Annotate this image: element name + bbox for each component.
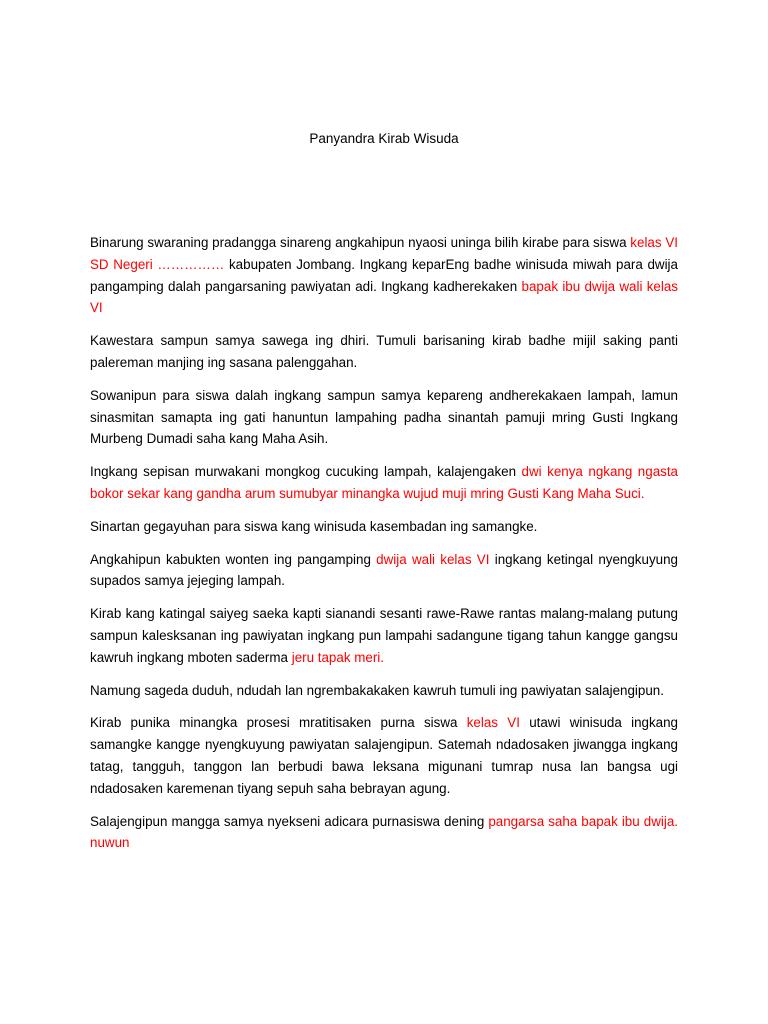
paragraph-text: kabupaten Jombang. Ingkang keparEng badhe winisuda miwah para dwija pangamping dalah pangarsaning pawiyatan adi. Ingkang kadherekaken bbox=[90, 256, 678, 294]
paragraph-2 bbox=[90, 330, 678, 374]
document-body bbox=[90, 232, 678, 865]
paragraph-text: Sowanipun para siswa dalah ingkang sampun samya kepareng andherekakaen lampah, lamun sinasmitan samapta ing gati hanuntun lampahing padha sinantah pamuji mring Gusti Ingkang Murbeng Dumadi saha kang Maha Asih. bbox=[90, 387, 678, 447]
paragraph-10 bbox=[90, 811, 678, 855]
paragraph-6 bbox=[90, 549, 678, 593]
paragraph-text: Binarung swaraning pradangga sinareng angkahipun nyaosi uninga bilih kirabe para siswa bbox=[90, 235, 631, 250]
paragraph-8 bbox=[90, 680, 678, 702]
document-title: Panyandra Kirab Wisuda bbox=[309, 131, 459, 146]
paragraph-text: utawi winisuda ingkang samangke kangge nyengkuyung pawiyatan salajengipun. Satemah ndadosaken jiwangga ingkang tatag, tangguh, tanggon lan berbudi bawa leksana migunani tumrap nusa lan bangsa ugi ndadosaken karemenan tiyang sepuh saha bebrayan agung. bbox=[90, 715, 678, 796]
highlighted-text: kelas VI SD Negeri …………… bbox=[90, 235, 678, 272]
highlighted-text: dwi kenya ngkang ngasta bokor sekar kang gandha arum sumubyar minangka wujud muji mring Gusti Kang Maha Suci. bbox=[90, 464, 679, 501]
paragraph-9 bbox=[90, 712, 678, 799]
paragraph-5 bbox=[90, 516, 678, 538]
highlighted-text: bapak ibu dwija wali kelas VI bbox=[90, 278, 679, 316]
highlighted-text: pangarsa saha bapak ibu dwija. nuwun bbox=[90, 813, 678, 851]
highlighted-text: dwija wali kelas VI bbox=[376, 551, 490, 567]
paragraph-text: ingkang ketingal nyengkuyung supados samya jejeging lampah. bbox=[90, 551, 678, 589]
paragraph-3 bbox=[90, 385, 678, 450]
paragraph-text: Kirab kang katingal saiyeg saeka kapti sianandi sesanti rawe-Rawe rantas malang-malang putung sampun kalesksanan ing pawiyatan ingkang pun lampahi sadangune tigang tahun kangge gangsu kawruh ingkang mboten saderma bbox=[90, 606, 678, 665]
paragraph-text: Sinartan gegayuhan para siswa kang winisuda kasembadan ing samangke. bbox=[90, 518, 538, 534]
paragraph-text: Angkahipun kabukten wonten ing pangamping bbox=[90, 551, 377, 567]
paragraph-7 bbox=[90, 603, 678, 668]
paragraph-text: Ingkang sepisan murwakani mongkog cucuking lampah, kalajengaken bbox=[90, 464, 522, 480]
paragraph-text: Salajengipun mangga samya nyekseni adicara purnasiswa dening bbox=[90, 813, 489, 829]
paragraph-4 bbox=[90, 461, 678, 505]
highlighted-text: kelas VI bbox=[466, 715, 520, 731]
highlighted-text: jeru tapak meri. bbox=[291, 649, 385, 665]
paragraph-text: Kirab punika minangka prosesi mratitisaken purna siswa bbox=[90, 715, 467, 731]
paragraph-text: Namung sageda duduh, ndudah lan ngrembakakaken kawruh tumuli ing pawiyatan salajengipun. bbox=[90, 682, 664, 698]
paragraph-1 bbox=[90, 232, 678, 319]
paragraph-text: Kawestara sampun samya sawega ing dhiri. Tumuli barisaning kirab badhe mijil saking panti palereman manjing ing sasana palenggahan. bbox=[90, 333, 678, 370]
